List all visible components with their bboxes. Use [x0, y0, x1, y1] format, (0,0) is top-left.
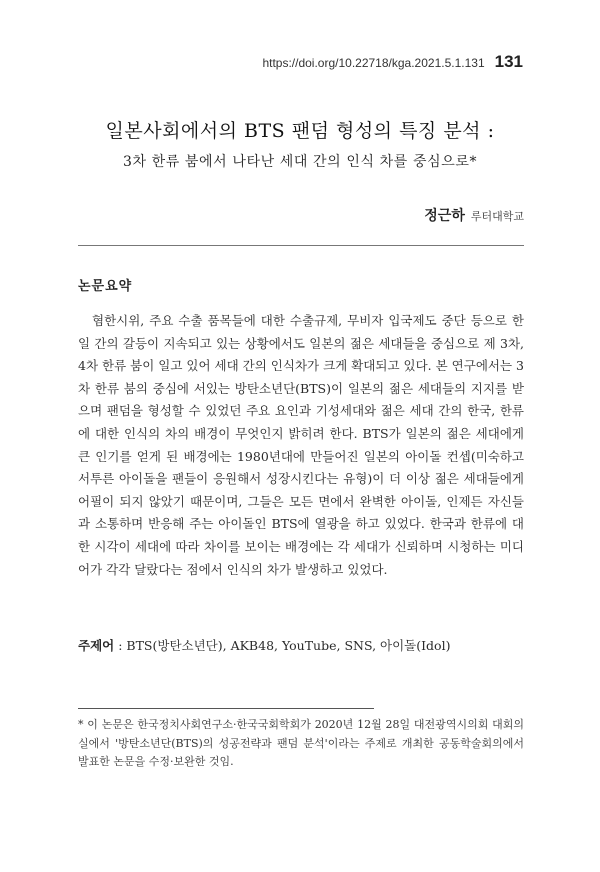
page-header [262, 52, 523, 72]
header-divider [78, 245, 524, 246]
footnote-divider [78, 708, 374, 709]
paper-title: 일본사회에서의 BTS 팬덤 형성의 특징 분석 : [105, 120, 495, 142]
keywords-separator: : [114, 638, 127, 653]
author-line [424, 205, 524, 225]
doi-link[interactable]: https://doi.org/10.22718/kga.2021.5.1.131 [262, 56, 485, 70]
paper-subtitle: 3차 한류 붐에서 나타난 세대 간의 인식 차를 중심으로* [122, 154, 478, 170]
author-name: 정근하 [424, 208, 465, 224]
keywords-list: BTS(방탄소년단), AKB48, YouTube, SNS, 아이돌(Idol) [126, 638, 451, 653]
author-affiliation: 루터대학교 [470, 210, 524, 223]
abstract-heading: 논문요약 [78, 279, 133, 294]
abstract-body: 혐한시위, 주요 수출 품목들에 대한 수출규제, 무비자 입국제도 중단 등으로 한일 간의 갈등이 지속되고 있는 상황에서도 일본의 젊은 세대들을 중심으로 제 3차, 4차 한류 붐이 일고 있어 세대 간의 인식차가 크게 확대되고 있다. 본 연구에서는 3차 한류 붐의 중심에 서있는 방탄소년단(BTS)이 일본의 젊은 세대들의 지지를 받으며 팬덤을 형성할 수 있었던 주요 요인과 기성세대와 젊은 세대 간의 한국, 한류에 대한 인식의 차의 배경이 무엇인지 밝히려 한다. BTS가 일본의 젊은 세대에게 큰 인기를 얻게 된 배경에는 1980년대에 만들어진 일본의 아이돌 컨셉(미숙하고 서투른 아이돌을 팬들이 응원해서 성장시킨다는 유형)이 더 이상 젊은 세대들에게 어필이 되지 않았기 때문이며, 그들은 모든 면에서 완벽한 아이돌, 인제든 자신들과 소통하며 반응해 주는 아이돌인 BTS에 열광을 하고 있었다. 한국과 한류에 대한 시각이 세대에 따라 차이를 보이는 배경에는 각 세대가 신뢰하며 시청하는 미디어가 각각 달랐다는 점에서 인식의 차가 발생하고 있었다. [78, 313, 524, 577]
keywords-label: 주제어 [78, 638, 115, 653]
keywords-line [78, 636, 524, 654]
page-number: 131 [494, 52, 523, 71]
footnote: * 이 논문은 한국정치사회연구소·한국국회학회가 2020년 12월 28일 대전광역시의회 대회의실에서 '방탄소년단(BTS)의 성공전략과 팬덤 분석'이라는 주제로 개최한 공동학술회의에서 발표한 논문을 수정·보완한 것임. [78, 718, 524, 768]
